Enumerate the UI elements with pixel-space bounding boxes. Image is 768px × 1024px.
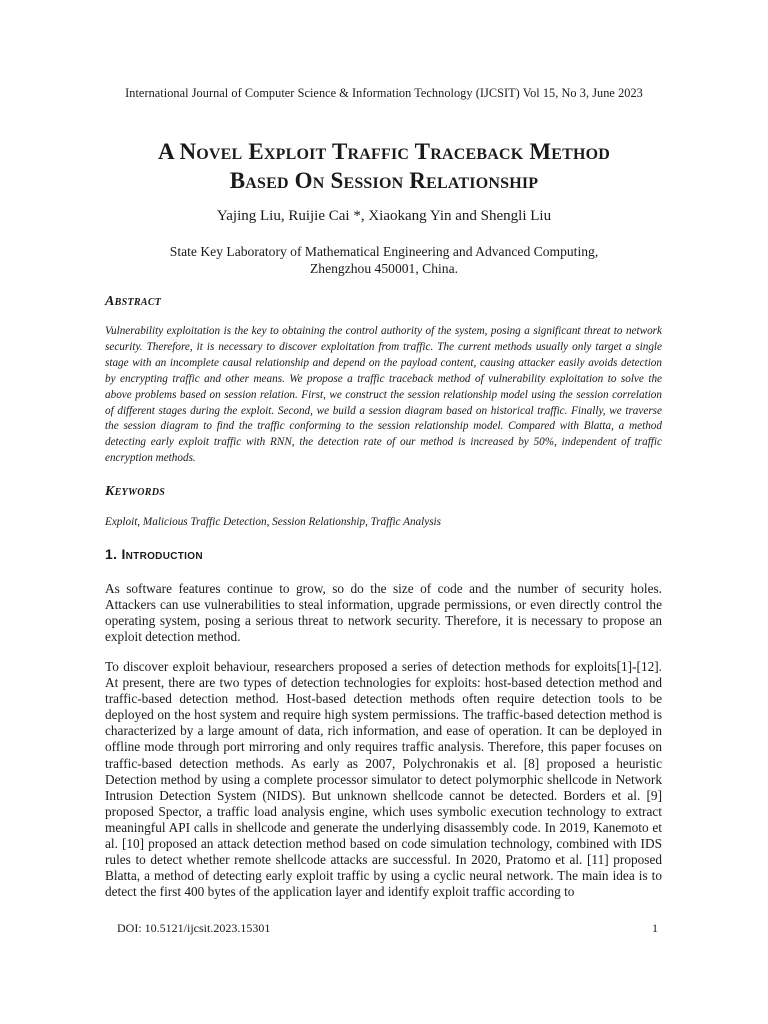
affiliation	[100, 243, 668, 277]
doi-footer: DOI: 10.5121/ijcsit.2023.15301	[117, 921, 271, 935]
author-list: Yajing Liu, Ruijie Cai *, Xiaokang Yin and Shengli Liu	[216, 208, 552, 224]
introduction-heading: 1. Introduction	[105, 546, 203, 562]
keywords-heading: Keywords	[105, 484, 166, 499]
affiliation-line-2: Zhengzhou 450001, China.	[310, 261, 458, 276]
keywords-body: Exploit, Malicious Traffic Detection, Session Relationship, Traffic Analysis	[105, 516, 442, 528]
affiliation-line-1: State Key Laboratory of Mathematical Engineering and Advanced Computing,	[169, 244, 599, 259]
paper-title	[80, 137, 688, 195]
intro-paragraph-1: As software features continue to grow, so do the size of code and the number of security holes. Attackers can use vulnerabilities to steal information, upgrade permissions, or even directly control the operating system, posing a serious threat to network security. Therefore, it is necessary to propose an exploit detection method.	[105, 581, 662, 645]
page-number: 1	[652, 921, 658, 935]
title-line-1: A Novel Exploit Traffic Traceback Method	[157, 139, 611, 164]
abstract-body: Vulnerability exploitation is the key to obtaining the control authority of the system, posing a significant threat to network security. Therefore, it is necessary to discover exploitation from traffic. The current methods usually only target a single stage with an incomplete causal relationship and depend on the payload content, causing attacker easily avoids detection by encrypting traffic and other means. We propose a traffic traceback method of vulnerability exploitation to solve the above problems based on session relation. First, we construct the session relationship model using the session correlation of different stages during the exploit. Second, we build a session diagram based on historical traffic. Finally, we traverse the session diagram to find the traffic conforming to the session relationship model. Compared with Blatta, a method detecting early exploit traffic with RNN, the detection rate of our method is increased by 50%, independent of traffic encryption methods.	[105, 325, 662, 465]
title-line-2: Based On Session Relationship	[229, 168, 539, 193]
abstract-heading: Abstract	[105, 294, 162, 309]
intro-paragraph-2: To discover exploit behaviour, researchers proposed a series of detection methods for exploits[1]-[12]. At present, there are two types of detection technologies for exploits: host-based detection method and traffic-based detection method. Host-based detection methods often require detection tools to be deployed on the host system and require high system permissions. The traffic-based detection method is characterized by a large amount of data, rich information, and ease of operation. It can be deployed in offline mode through port mirroring and only requires traffic analysis. Therefore, this paper focuses on traffic-based detection methods. As early as 2007, Polychronakis et al. [8] proposed a heuristic Detection method by using a complete processor simulator to detect polymorphic shellcode in Network Intrusion Detection System (NIDS). But unknown shellcode cannot be detected. Borders et al. [9] proposed Spector, a traffic load analysis engine, which uses symbolic execution technology to extract meaningful API calls in shellcode and generate the underlying disassembly code. In 2019, Kanemoto et al. [10] proposed an attack detection method based on code simulation technology, combined with IDS rules to detect whether remote shellcode attacks are successful. In 2020, Pratomo et al. [11] proposed Blatta, a method of detecting early exploit traffic by using a cyclic neural network. The main idea is to detect the first 400 bytes of the application layer and identify exploit traffic according to	[105, 659, 662, 900]
journal-header: International Journal of Computer Science & Information Technology (IJCSIT) Vol 15, No 3, June 2023	[125, 86, 643, 100]
